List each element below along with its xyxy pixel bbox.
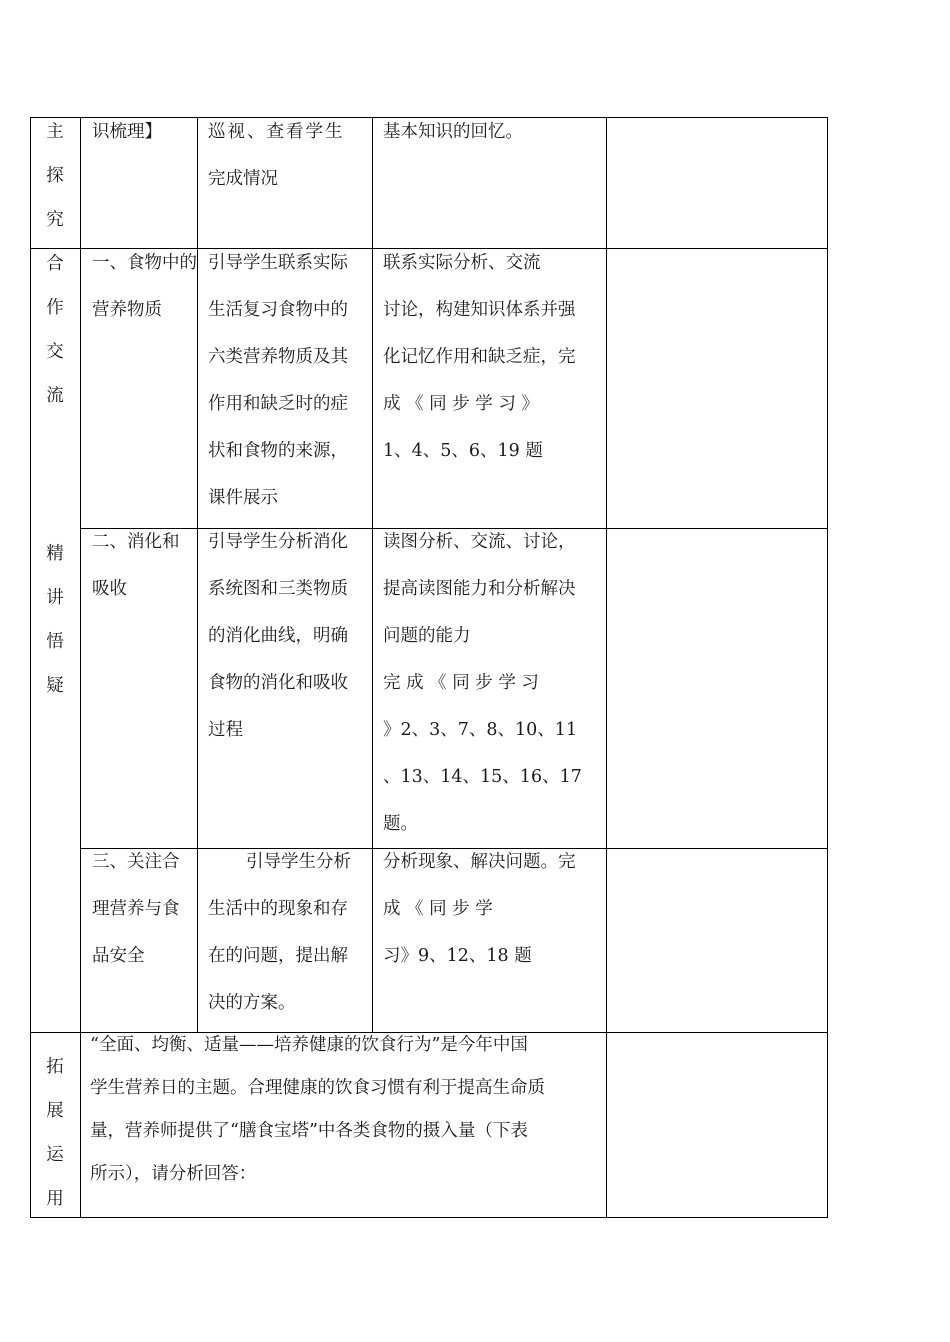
row3-topic: 三、关注合 理营养与食 品安全 <box>92 852 180 966</box>
table-border-bottom <box>30 1217 828 1218</box>
col-divider-3 <box>372 117 373 1032</box>
extension-paragraph: “全面、均衡、适量——培养健康的饮食行为”是今年中国 学生营养日的主题。合理健康的饮食习惯有利于提高生命质 量，营养师提供了“膳食宝塔”中各类食物的摄入量（下表 所示），请分析回答： <box>90 1035 545 1184</box>
row0-teacher: 巡视、查看学生 完成情况 <box>208 122 345 189</box>
col-divider-4 <box>606 117 607 1218</box>
row0-student: 基本知识的回忆。 <box>383 122 523 142</box>
row0-topic: 识梳理】 <box>92 122 162 142</box>
row2-student: 读图分析、交流、讨论， 提高读图能力和分析解决 问题的能力 完 成 《 同 步 学 习 》2、3、7、8、10、11 、13、14、15、16、17 题。 <box>383 532 582 834</box>
row1-teacher: 引导学生联系实际 生活复习食物中的 六类营养物质及其 作用和缺乏时的症 状和食物的来源， 课件展示 <box>208 253 348 508</box>
col-divider-2 <box>197 117 198 1032</box>
section-label-jing-jiang-wu-yi: 精 讲 悟 疑 <box>46 544 64 696</box>
section-label-zhu-tan-jiu: 主 探 究 <box>46 122 64 230</box>
row1-topic: 一、食物中的 营养物质 <box>92 253 197 320</box>
row2-topic: 二、消化和 吸收 <box>92 532 180 599</box>
col-divider-1 <box>80 117 81 1218</box>
section-label-he-zuo-jiao-liu: 合 作 交 流 <box>46 254 64 406</box>
table-border-right <box>827 117 828 1218</box>
row3-student: 分析现象、解决问题。完 成 《 同 步 学 习》9、12、18 题 <box>383 852 576 966</box>
row2-teacher: 引导学生分析消化 系统图和三类物质 的消化曲线，明确 食物的消化和吸收 过程 <box>208 532 348 740</box>
section-label-tuo-zhan-yun-yong: 拓 展 运 用 <box>46 1057 64 1209</box>
row3-teacher: 引导学生分析 生活中的现象和存 在的问题，提出解 决的方案。 <box>208 852 351 1013</box>
row1-student: 联系实际分析、交流 讨论，构建知识体系并强 化记忆作用和缺乏症，完 成 《 同 步 学 习 》 1、4、5、6、19 题 <box>383 253 576 461</box>
